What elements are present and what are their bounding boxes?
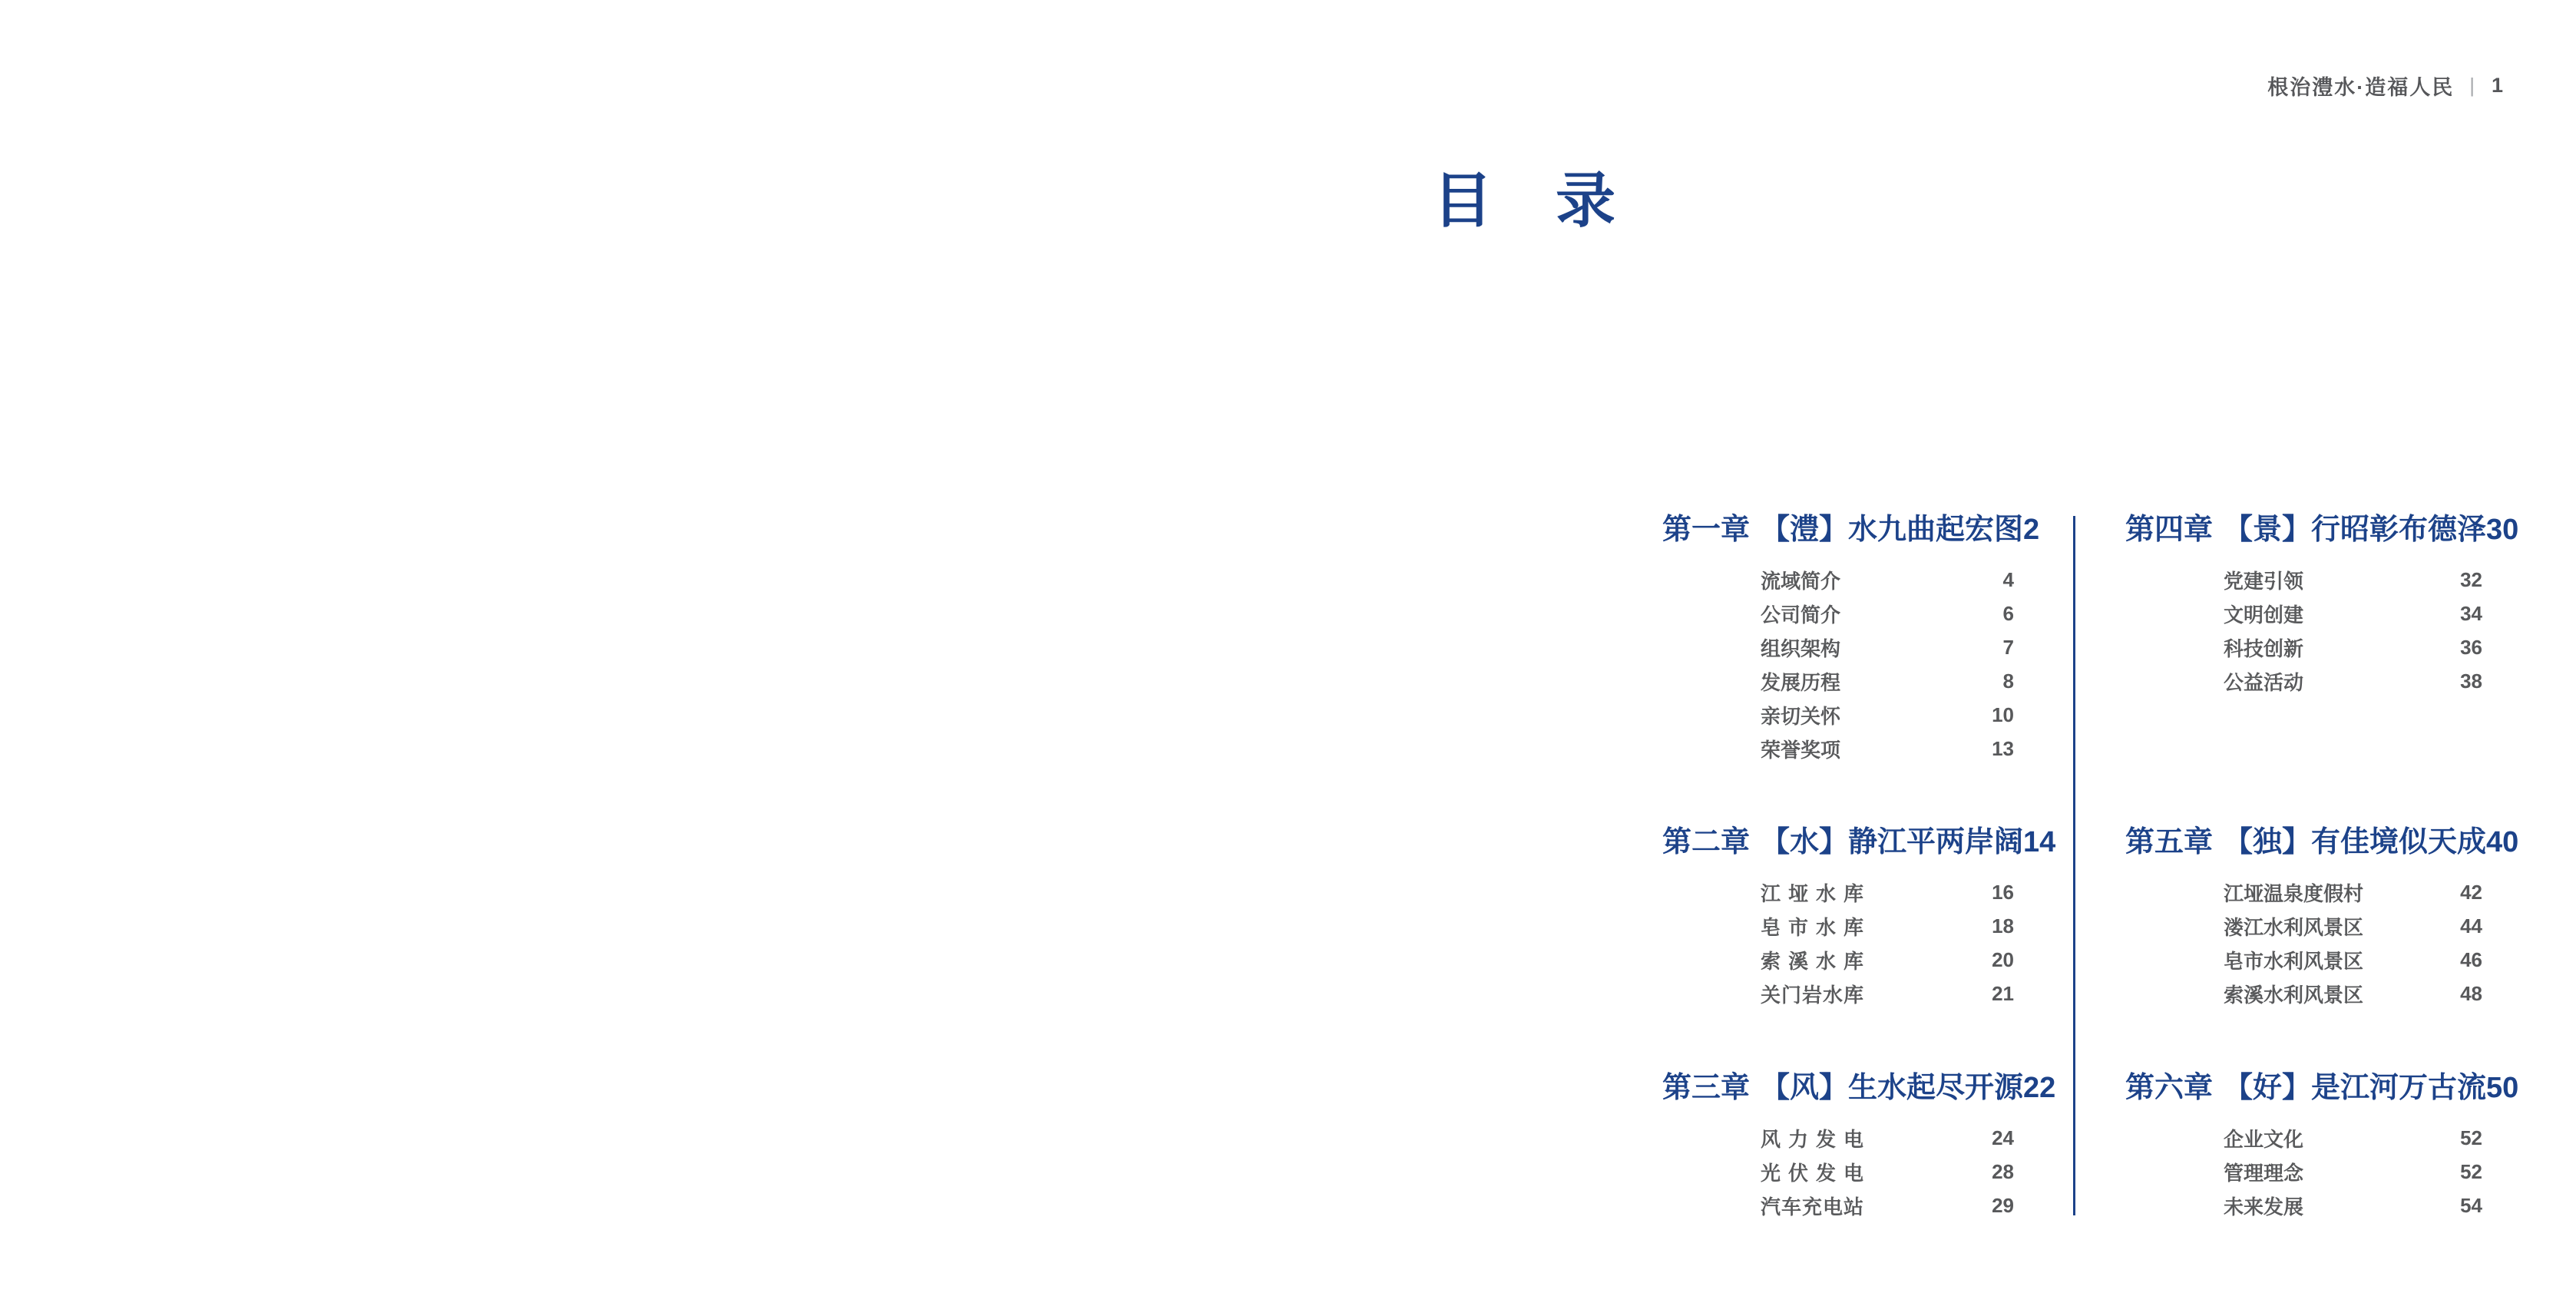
chapter-page-number: 30 [2486, 514, 2519, 546]
running-header [2267, 71, 2503, 101]
chapter-title: 【好】是江河万古流 [2224, 1072, 2487, 1104]
chapter-title: 【水】静江平两岸阔 [1761, 826, 2024, 858]
toc-entry [2224, 664, 2482, 698]
chapter-6-heading [2125, 1069, 2519, 1107]
entry-page-number: 52 [2460, 1126, 2482, 1149]
chapter-6-items [2224, 1121, 2482, 1222]
entry-page-number: 38 [2460, 669, 2482, 693]
toc-entry [2224, 875, 2482, 909]
toc-entry [1761, 875, 2014, 909]
entry-title: 党建引领 [2224, 569, 2304, 593]
chapter-2-items [1761, 875, 2014, 1010]
toc-entry [2224, 1155, 2482, 1189]
chapter-3-heading [1662, 1069, 2056, 1107]
chapter-label: 第二章 [1662, 826, 1751, 858]
toc-entry [2224, 597, 2482, 630]
chapter-5-items [2224, 875, 2482, 1010]
page-title: 目 录 [1433, 167, 1618, 234]
entry-title: 公司简介 [1761, 603, 1841, 627]
entry-page-number: 10 [1992, 703, 2014, 726]
entry-page-number: 29 [1992, 1193, 2014, 1217]
header-page-number: 1 [2491, 74, 2503, 97]
chapter-1 [1662, 511, 2040, 765]
entry-title: 公益活动 [2224, 670, 2304, 694]
chapter-page-number: 22 [2023, 1072, 2056, 1104]
chapter-title: 【澧】水九曲起宏图 [1761, 514, 2024, 546]
entry-title: 亲切关怀 [1761, 704, 1841, 728]
entry-page-number: 36 [2460, 635, 2482, 659]
chapter-2-heading [1662, 823, 2056, 861]
entry-page-number: 21 [1992, 981, 2014, 1005]
toc-entry [2224, 943, 2482, 977]
entry-title: 索溪水利风景区 [2224, 983, 2364, 1007]
toc-entry [1761, 732, 2014, 765]
toc-entry [1761, 630, 2014, 664]
entry-title: 皂市水库 [1761, 915, 1863, 939]
toc-entry [1761, 597, 2014, 630]
entry-page-number: 7 [2002, 635, 2014, 659]
toc-entry [1761, 977, 2014, 1010]
toc-entry [2224, 563, 2482, 597]
toc-entry [2224, 909, 2482, 943]
entry-title: 风力发电 [1761, 1127, 1863, 1151]
entry-page-number: 13 [1992, 736, 2014, 760]
entry-page-number: 44 [2460, 914, 2482, 937]
chapter-label: 第一章 [1662, 514, 1751, 546]
toc-entry [2224, 1121, 2482, 1155]
toc-entry [1761, 698, 2014, 732]
entry-page-number: 8 [2002, 669, 2014, 693]
chapter-4-heading [2125, 511, 2519, 549]
toc-entry [2224, 1189, 2482, 1222]
chapter-label: 第五章 [2125, 826, 2214, 858]
chapter-page-number: 50 [2486, 1072, 2519, 1104]
entry-page-number: 4 [2002, 567, 2014, 591]
entry-title: 关门岩水库 [1761, 983, 1863, 1007]
entry-title: 科技创新 [2224, 636, 2304, 660]
entry-page-number: 16 [1992, 880, 2014, 904]
header-slogan: 根治澧水·造福人民 [2267, 76, 2455, 99]
entry-title: 未来发展 [2224, 1195, 2304, 1218]
entry-page-number: 32 [2460, 567, 2482, 591]
chapter-3-items [1761, 1121, 2014, 1222]
entry-page-number: 20 [1992, 947, 2014, 971]
header-separator: | [2469, 74, 2476, 97]
entry-title: 江垭温泉度假村 [2224, 881, 2364, 905]
entry-title: 索溪水库 [1761, 949, 1863, 973]
chapter-1-heading [1662, 511, 2040, 549]
entry-title: 管理理念 [2224, 1161, 2304, 1185]
chapter-6 [2125, 1069, 2519, 1222]
entry-title: 汽车充电站 [1761, 1195, 1863, 1218]
entry-title: 荣誉奖项 [1761, 738, 1841, 762]
chapter-label: 第四章 [2125, 514, 2214, 546]
toc-entry [1761, 664, 2014, 698]
chapter-page-number: 40 [2486, 826, 2519, 858]
chapter-3 [1662, 1069, 2056, 1222]
entry-page-number: 28 [1992, 1159, 2014, 1183]
entry-page-number: 34 [2460, 601, 2482, 625]
toc-entry [1761, 1189, 2014, 1222]
entry-title: 企业文化 [2224, 1127, 2304, 1151]
chapter-page-number: 14 [2023, 826, 2056, 858]
toc-entry [1761, 563, 2014, 597]
chapter-title: 【风】生水起尽开源 [1761, 1072, 2024, 1104]
chapter-5-heading [2125, 823, 2519, 861]
chapter-4-items [2224, 563, 2482, 698]
toc-entry [1761, 909, 2014, 943]
chapter-2 [1662, 823, 2056, 1010]
entry-title: 皂市水利风景区 [2224, 949, 2364, 973]
entry-page-number: 48 [2460, 981, 2482, 1005]
entry-page-number: 24 [1992, 1126, 2014, 1149]
toc-entry [2224, 977, 2482, 1010]
chapter-5 [2125, 823, 2519, 1010]
chapter-label: 第三章 [1662, 1072, 1751, 1104]
toc-entry [1761, 1121, 2014, 1155]
entry-title: 流域简介 [1761, 569, 1841, 593]
entry-title: 组织架构 [1761, 636, 1841, 660]
entry-page-number: 54 [2460, 1193, 2482, 1217]
entry-page-number: 42 [2460, 880, 2482, 904]
chapter-1-items [1761, 563, 2014, 765]
column-divider [2073, 516, 2075, 1215]
entry-title: 文明创建 [2224, 603, 2304, 627]
entry-title: 发展历程 [1761, 670, 1841, 694]
chapter-4 [2125, 511, 2519, 698]
chapter-page-number: 2 [2023, 514, 2040, 546]
entry-page-number: 46 [2460, 947, 2482, 971]
entry-title: 光伏发电 [1761, 1161, 1863, 1185]
entry-title: 溇江水利风景区 [2224, 915, 2364, 939]
entry-title: 江垭水库 [1761, 881, 1863, 905]
entry-page-number: 18 [1992, 914, 2014, 937]
toc-entry [2224, 630, 2482, 664]
entry-page-number: 6 [2002, 601, 2014, 625]
chapter-label: 第六章 [2125, 1072, 2214, 1104]
toc-entry [1761, 943, 2014, 977]
toc-entry [1761, 1155, 2014, 1189]
entry-page-number: 52 [2460, 1159, 2482, 1183]
chapter-title: 【独】有佳境似天成 [2224, 826, 2487, 858]
chapter-title: 【景】行昭彰布德泽 [2224, 514, 2487, 546]
